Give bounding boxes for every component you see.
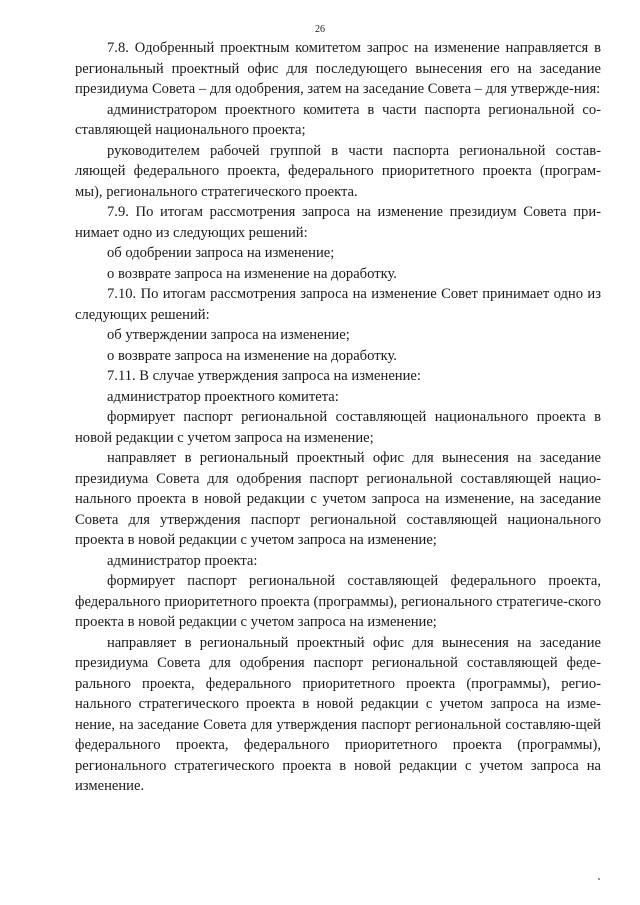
paragraph-project-administrator: администратор проекта: (107, 552, 258, 569)
paragraph-working-group-head: руководителем рабочей группой в части паспорта региональной состав-ляющей федерального проекта, федерального приоритетного проекта (програм-мы), регионального стратегического проекта. (75, 142, 601, 200)
paragraph-sends-federal-passport: направляет в региональный проектный офис для вынесения на заседание президиума Совета для одобрения паспорт региональной составляющей феде-рального проекта, федерального приоритетного проекта (программы), регио-нального стратегического проекта в новой редакции с учетом запроса на изме-нение, на заседание Совета для утверждения паспорт региональной составляю-щей федерального проекта, федерального приоритетного проекта (программы), регионального стратегического проекта в новой редакции с учетом запроса на изменение. (75, 634, 601, 794)
paragraph-7-10: 7.10. По итогам рассмотрения запроса на изменение Совет принимает одно из следующих решений: (75, 286, 601, 323)
paragraph-decision-return-2: о возврате запроса на изменение на доработку. (107, 347, 397, 364)
document-body (75, 38, 601, 797)
paragraph-committee-administrator: администратор проектного комитета: (107, 388, 339, 405)
paragraph-decision-approve: об одобрении запроса на изменение; (107, 245, 335, 261)
paragraph-sends-national-passport: направляет в региональный проектный офис для вынесения на заседание президиума Совета для одобрения паспорт региональной составляющей нацио-нального проекта в новой редакции с учетом запроса на изменение, на заседание Совета для утверждения паспорт региональной составляющей национального проекта в новой редакции с учетом запроса на изменение; (75, 450, 601, 548)
paragraph-7-11: 7.11. В случае утверждения запроса на изменение: (107, 368, 421, 384)
paragraph-project-committee-admin: администратором проектного комитета в части паспорта региональной со-ставляющей национального проекта; (75, 101, 601, 138)
paragraph-decision-return: о возврате запроса на изменение на доработку. (107, 265, 397, 282)
paragraph-forms-national-passport: формирует паспорт региональной составляющей национального проекта в новой редакции с учетом запроса на изменение; (75, 409, 601, 446)
page-number: 26 (315, 24, 325, 35)
paragraph-decision-confirm: об утверждении запроса на изменение; (107, 327, 350, 343)
paragraph-7-9: 7.9. По итогам рассмотрения запроса на изменение президиум Совета при-нимает одно из следующих решений: (75, 204, 601, 241)
scan-speck (598, 878, 600, 880)
paragraph-7-8: 7.8. Одобренный проектным комитетом запрос на изменение направляется в региональный проектный офис для последующего вынесения его на заседание президиума Совета – для одобрения, затем на заседание Совета – для утвержде-ния: (75, 40, 601, 97)
paragraph-forms-federal-passport: формирует паспорт региональной составляющей федерального проекта, федерального приоритетного проекта (программы), регионального стратегиче-ского проекта в новой редакции с учетом запроса на изменение; (75, 573, 601, 630)
